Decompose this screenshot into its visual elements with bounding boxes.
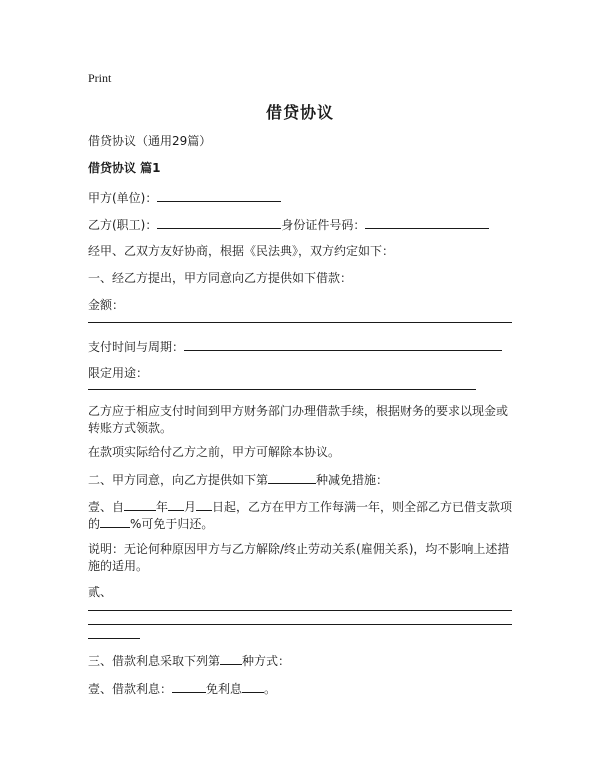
usage-blank-line[interactable] <box>88 389 476 390</box>
item-one-text-b: 日起，乙方在甲方工作每满一年，则全部乙方已借支款项 <box>212 500 513 514</box>
party-a-row <box>88 189 281 206</box>
print-link[interactable]: Print <box>88 71 112 85</box>
procedure-paragraph: 乙方应于相应支付时间到甲方财务部门办理借款手续，根据财务的要求以现金或转账方式领款。 <box>88 404 509 435</box>
item-one-day-blank[interactable] <box>196 498 212 511</box>
note-paragraph: 说明：无论何种原因甲方与乙方解除/终止劳动关系(雇佣关系)，均不影响上述措施的适用。 <box>88 542 510 573</box>
party-a-blank[interactable] <box>157 189 281 202</box>
document-subtitle: 借贷协议（通用29篇） <box>88 134 212 148</box>
interest-label: 壹、借款利息： <box>88 682 173 696</box>
payment-time-blank[interactable] <box>184 338 502 351</box>
clause-three-blank[interactable] <box>220 652 242 665</box>
section-heading: 借贷协议 篇1 <box>88 161 161 175</box>
item-two-blank-line-1[interactable] <box>88 610 512 611</box>
party-b-label: 乙方(职工)： <box>88 218 158 232</box>
interest-end-mark: 。 <box>264 682 277 696</box>
id-number-label: 身份证件号码： <box>281 218 366 232</box>
clause-two-blank[interactable] <box>268 471 316 484</box>
item-one-year-blank[interactable] <box>124 498 156 511</box>
item-one-row-1 <box>88 498 512 515</box>
clause-three-text-a: 三、借款利息采取下列第 <box>88 654 221 668</box>
item-two-label: 贰、 <box>88 585 113 599</box>
item-one-percent-blank[interactable] <box>100 515 130 528</box>
item-one-text-d: %可免于归还。 <box>130 517 214 531</box>
item-one-text-a: 壹、自 <box>88 500 125 514</box>
item-two-blank-line-3[interactable] <box>88 638 140 639</box>
interest-blank-1[interactable] <box>172 680 206 693</box>
clause-one: 一、经乙方提出，甲方同意向乙方提供如下借款： <box>88 271 353 285</box>
interest-row <box>88 680 276 697</box>
cancel-paragraph: 在款项实际给付乙方之前，甲方可解除本协议。 <box>88 445 341 459</box>
clause-two-text-a: 二、甲方同意，向乙方提供如下第 <box>88 473 269 487</box>
item-one-month-blank[interactable] <box>168 498 184 511</box>
clause-three-row <box>88 652 290 669</box>
clause-three-text-b: 种方式： <box>242 654 291 668</box>
party-a-label: 甲方(单位)： <box>88 191 158 205</box>
clause-two-row <box>88 471 388 488</box>
amount-blank-line[interactable] <box>88 322 512 323</box>
document-title: 借贷协议 <box>266 103 335 122</box>
item-one-row-2 <box>88 515 213 532</box>
item-one-text-c: 的 <box>88 517 101 531</box>
party-b-row <box>88 216 489 233</box>
amount-label: 金额： <box>88 298 125 312</box>
payment-time-label: 支付时间与周期： <box>88 340 185 354</box>
item-one-month-label: 月 <box>184 500 197 514</box>
intro-paragraph: 经甲、乙双方友好协商，根据《民法典》，双方约定如下： <box>88 244 395 258</box>
clause-two-text-b: 种减免措施： <box>316 473 389 487</box>
interest-free-label: 免利息 <box>206 682 243 696</box>
payment-time-row <box>88 338 502 355</box>
interest-blank-2[interactable] <box>242 680 264 693</box>
item-two-blank-line-2[interactable] <box>88 624 512 625</box>
item-one-year-label: 年 <box>156 500 169 514</box>
id-number-blank[interactable] <box>365 216 489 229</box>
usage-label: 限定用途： <box>88 366 149 380</box>
party-b-blank[interactable] <box>157 216 281 229</box>
